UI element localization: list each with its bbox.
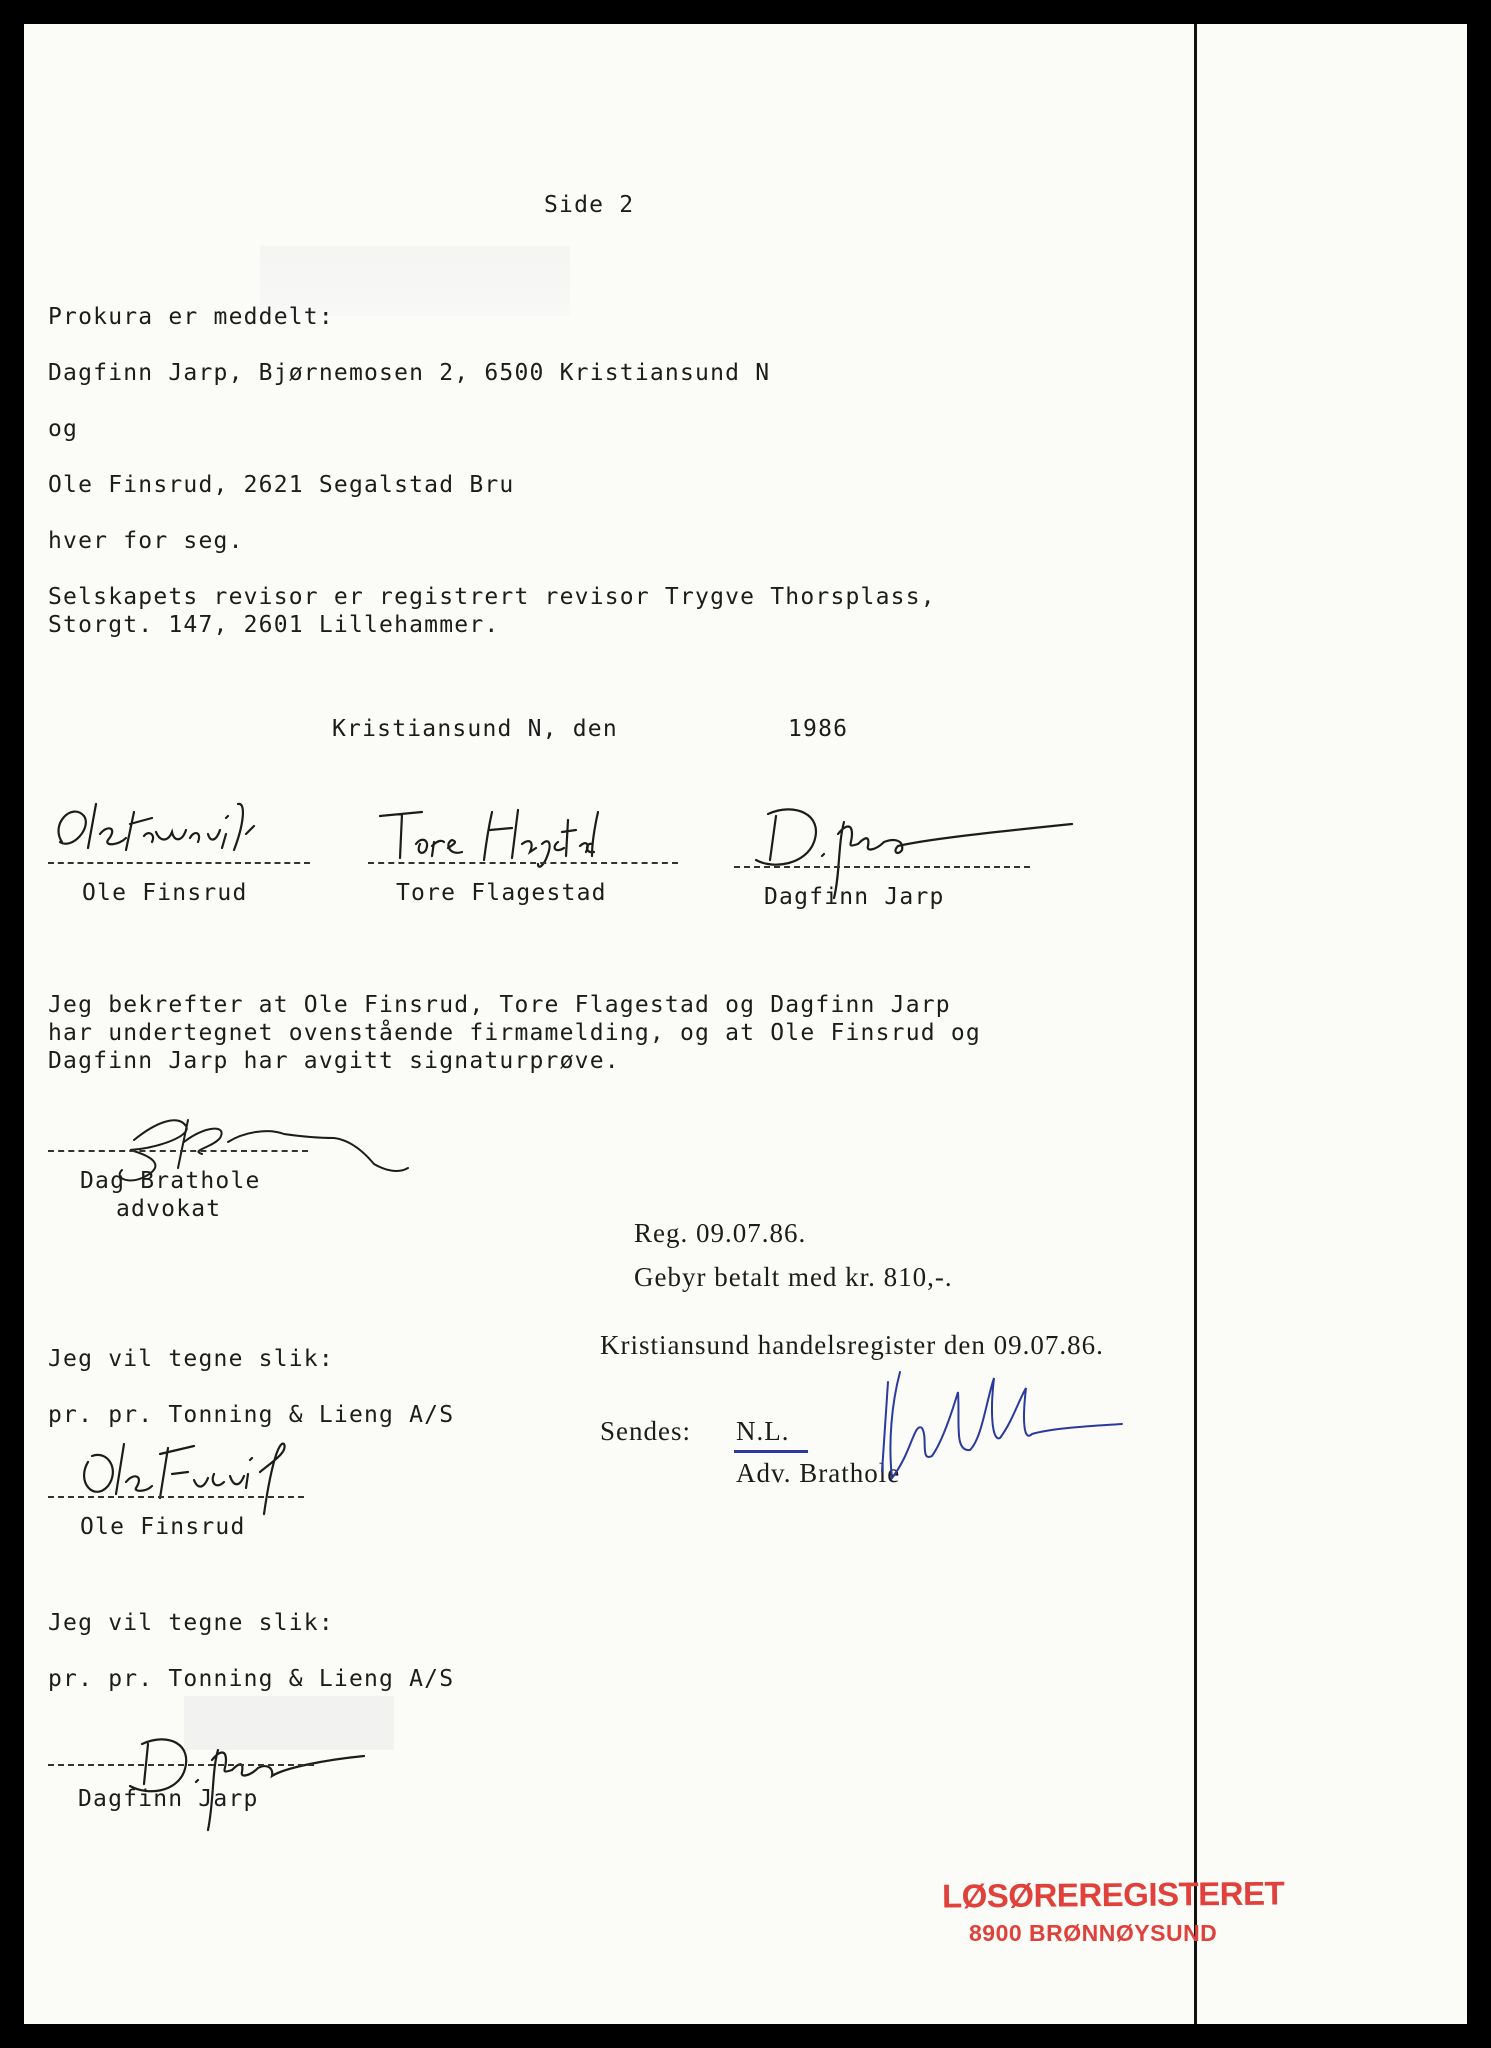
confirmation-line-3: Dagfinn Jarp har avgitt signaturprøve. (48, 1048, 620, 1074)
specimen-name-1: Ole Finsrud (80, 1514, 246, 1540)
register-line: Kristiansund handelsregister den 09.07.86. (600, 1330, 1104, 1360)
signature-line-specimen-1 (48, 1496, 304, 1498)
vertical-fold-line (1194, 24, 1197, 2024)
signature-line-2 (368, 862, 678, 864)
signer-name-tore: Tore Flagestad (396, 880, 607, 906)
registration-fee: Gebyr betalt med kr. 810,-. (634, 1262, 953, 1292)
place-date: Kristiansund N, den (332, 716, 618, 742)
lawyer-title: advokat (116, 1196, 222, 1222)
conjunction: og (48, 416, 79, 442)
lawyer-name: Dag Brathole (80, 1168, 261, 1194)
signer-name-dagfinn: Dagfinn Jarp (764, 884, 945, 910)
send-to-name: Adv. Brathole (736, 1458, 901, 1488)
confirmation-line-1: Jeg bekrefter at Ole Finsrud, Tore Flagestad og Dagfinn Jarp (48, 992, 951, 1018)
signature-line-lawyer (48, 1150, 308, 1152)
signature-line-specimen-2 (48, 1764, 314, 1766)
address-line-finsrud: Ole Finsrud, 2621 Segalstad Bru (48, 472, 515, 498)
separately-text: hver for seg. (48, 528, 244, 554)
confirmation-line-2: har undertegnet ovenstående firmamelding, og at Ole Finsrud og (48, 1020, 981, 1046)
registration-date: Reg. 09.07.86. (634, 1218, 807, 1248)
specimen-heading-2: Jeg vil tegne slik: (48, 1610, 334, 1636)
specimen-company-2: pr. pr. Tonning & Lieng A/S (48, 1666, 455, 1692)
send-to: N.L. (736, 1416, 790, 1446)
auditor-line-1: Selskapets revisor er registrert revisor Trygve Thorsplass, (48, 584, 936, 610)
address-line-jarp: Dagfinn Jarp, Bjørnemosen 2, 6500 Kristiansund N (48, 360, 771, 386)
prokura-heading: Prokura er meddelt: (48, 304, 334, 330)
signature-tore-flagestad (372, 800, 662, 870)
document-page (24, 24, 1467, 2024)
registry-stamp-city: 8900 BRØNNØYSUND (969, 1920, 1218, 1946)
send-label: Sendes: (600, 1416, 691, 1446)
signature-line-1 (48, 862, 310, 864)
specimen-heading-1: Jeg vil tegne slik: (48, 1346, 334, 1372)
signature-specimen-ole (64, 1432, 324, 1522)
signature-registrar (862, 1342, 1132, 1502)
signing-year: 1986 (788, 716, 849, 742)
signature-line-3 (734, 866, 1030, 868)
specimen-name-2: Dagfinn Jarp (78, 1786, 259, 1812)
send-to-underline (734, 1450, 808, 1453)
signature-specimen-jarp (114, 1720, 374, 1840)
auditor-line-2: Storgt. 147, 2601 Lillehammer. (48, 612, 500, 638)
specimen-company-1: pr. pr. Tonning & Lieng A/S (48, 1402, 455, 1428)
signer-name-ole: Ole Finsrud (82, 880, 248, 906)
registry-stamp-title: LØSØREREGISTERET (941, 1874, 1285, 1915)
page-number: Side 2 (544, 192, 635, 218)
